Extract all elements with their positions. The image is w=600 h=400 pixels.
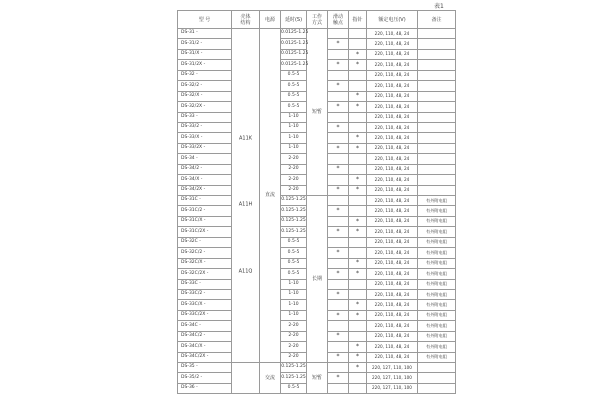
model-cell: DS-32C/X - — [178, 258, 232, 268]
remark-cell — [418, 39, 456, 49]
model-cell: DS-31/2 - — [178, 39, 232, 49]
model-cell: DS-31C/X - — [178, 216, 232, 226]
pointer-cell — [349, 29, 367, 39]
voltage-cell: 220, 110, 48, 24 — [367, 342, 418, 352]
pointer-cell: * — [349, 227, 367, 237]
delay-cell: 0.5-5 — [281, 383, 307, 393]
model-cell: DS-32C - — [178, 237, 232, 247]
voltage-cell: 220, 110, 48, 24 — [367, 154, 418, 164]
voltage-cell: 220, 110, 48, 24 — [367, 102, 418, 112]
voltage-cell: 220, 110, 48, 24 — [367, 49, 418, 59]
delay-cell: 0.5-5 — [281, 102, 307, 112]
pointer-cell: * — [349, 258, 367, 268]
delay-cell: 0.125-1.25 — [281, 227, 307, 237]
delay-cell: 0.5-5 — [281, 81, 307, 91]
delay-cell: 1-10 — [281, 300, 307, 310]
delay-cell: 0.5-5 — [281, 269, 307, 279]
voltage-cell: 220, 110, 48, 24 — [367, 248, 418, 258]
pointer-cell: * — [349, 310, 367, 320]
voltage-cell: 220, 110, 48, 24 — [367, 279, 418, 289]
slide-contact-cell — [328, 112, 349, 122]
model-cell: DS-34/2 - — [178, 164, 232, 174]
voltage-cell: 220, 127, 110, 100 — [367, 373, 418, 383]
pointer-cell — [349, 206, 367, 216]
delay-cell: 1-10 — [281, 112, 307, 122]
power-group-cell: 交流 — [260, 363, 281, 394]
remark-cell — [418, 143, 456, 153]
pointer-cell: * — [349, 133, 367, 143]
shell-structure-group-cell — [232, 363, 260, 394]
model-cell: DS-34C/2X - — [178, 352, 232, 362]
voltage-cell: 220, 110, 48, 24 — [367, 39, 418, 49]
slide-contact-cell — [328, 196, 349, 206]
slide-contact-cell: * — [328, 39, 349, 49]
remark-cell: 有外附电阻 — [418, 321, 456, 331]
pointer-cell: * — [349, 175, 367, 185]
model-cell: DS-31 - — [178, 29, 232, 39]
pointer-cell — [349, 248, 367, 258]
model-cell: DS-33C/2X - — [178, 310, 232, 320]
shell-group-label: A11H — [238, 201, 253, 208]
model-cell: DS-32C/2 - — [178, 248, 232, 258]
model-cell: DS-33 - — [178, 112, 232, 122]
slide-contact-cell: * — [328, 143, 349, 153]
remark-cell — [418, 112, 456, 122]
remark-cell: 有外附电阻 — [418, 206, 456, 216]
model-cell: DS-33/2 - — [178, 122, 232, 132]
pointer-cell — [349, 331, 367, 341]
voltage-cell: 220, 127, 110, 100 — [367, 363, 418, 373]
slide-contact-cell: * — [328, 206, 349, 216]
col-header-shell-structure: 壳体 结构 — [232, 11, 260, 29]
table-title: 表1 — [434, 3, 444, 10]
slide-contact-cell: * — [328, 122, 349, 132]
pointer-cell: * — [349, 49, 367, 59]
col-header-work-mode: 工作 方式 — [307, 11, 328, 29]
work-mode-group-cell: 短暂 — [307, 363, 328, 394]
col-header-voltage: 额定电压(V) — [367, 11, 418, 29]
model-cell: DS-32/X - — [178, 91, 232, 101]
voltage-cell: 220, 110, 48, 24 — [367, 81, 418, 91]
remark-cell — [418, 122, 456, 132]
model-cell: DS-34/X - — [178, 175, 232, 185]
voltage-cell: 220, 110, 48, 24 — [367, 258, 418, 268]
delay-cell: 0.125-1.25 — [281, 206, 307, 216]
pointer-cell: * — [349, 185, 367, 195]
pointer-cell: * — [349, 216, 367, 226]
work-mode-group-cell: 短暂 — [307, 29, 328, 196]
slide-contact-cell — [328, 279, 349, 289]
remark-cell — [418, 81, 456, 91]
slide-contact-cell: * — [328, 248, 349, 258]
slide-contact-cell — [328, 321, 349, 331]
pointer-cell: * — [349, 363, 367, 373]
model-cell: DS-34C - — [178, 321, 232, 331]
delay-cell: 0.5-5 — [281, 258, 307, 268]
slide-contact-cell — [328, 29, 349, 39]
remark-cell — [418, 373, 456, 383]
delay-cell: 0.5-5 — [281, 70, 307, 80]
model-cell: DS-33C - — [178, 279, 232, 289]
remark-cell — [418, 383, 456, 393]
model-cell: DS-35/2 - — [178, 373, 232, 383]
model-cell: DS-32/2X - — [178, 102, 232, 112]
model-cell: DS-36 - — [178, 383, 232, 393]
slide-contact-cell — [328, 383, 349, 393]
slide-contact-cell — [328, 49, 349, 59]
delay-cell: 1-10 — [281, 133, 307, 143]
voltage-cell: 220, 110, 48, 24 — [367, 269, 418, 279]
voltage-cell: 220, 110, 48, 24 — [367, 227, 418, 237]
col-header-delay: 延时(S) — [281, 11, 307, 29]
model-cell: DS-33/2X - — [178, 143, 232, 153]
slide-contact-cell — [328, 342, 349, 352]
delay-cell: 0.5-5 — [281, 237, 307, 247]
shell-group-label: A11Q — [238, 268, 253, 275]
pointer-cell: * — [349, 352, 367, 362]
model-cell: DS-31/2X - — [178, 60, 232, 70]
pointer-cell — [349, 196, 367, 206]
voltage-cell: 220, 110, 48, 24 — [367, 321, 418, 331]
voltage-cell: 220, 110, 48, 24 — [367, 310, 418, 320]
delay-cell: 2-20 — [281, 321, 307, 331]
relay-spec-table — [177, 10, 456, 394]
delay-cell: 2-20 — [281, 185, 307, 195]
col-header-slide-contact: 滑动 触点 — [328, 11, 349, 29]
voltage-cell: 220, 110, 48, 24 — [367, 352, 418, 362]
header-row — [178, 11, 456, 29]
model-cell: DS-33/X - — [178, 133, 232, 143]
remark-cell — [418, 133, 456, 143]
model-cell: DS-32/2 - — [178, 81, 232, 91]
remark-cell — [418, 70, 456, 80]
voltage-cell: 220, 110, 48, 24 — [367, 60, 418, 70]
voltage-cell: 220, 110, 48, 24 — [367, 185, 418, 195]
pointer-cell — [349, 39, 367, 49]
delay-cell: 1-10 — [281, 143, 307, 153]
remark-cell: 有外附电阻 — [418, 227, 456, 237]
voltage-cell: 220, 110, 48, 24 — [367, 206, 418, 216]
pointer-cell — [349, 383, 367, 393]
remark-cell: 有外附电阻 — [418, 258, 456, 268]
remark-cell — [418, 60, 456, 70]
model-cell: DS-31C - — [178, 196, 232, 206]
slide-contact-cell — [328, 175, 349, 185]
table-row — [178, 29, 456, 39]
delay-cell: 0.0125-1.25 — [281, 29, 307, 39]
slide-contact-cell: * — [328, 81, 349, 91]
delay-cell: 0.125-1.25 — [281, 216, 307, 226]
remark-cell — [418, 49, 456, 59]
pointer-cell — [349, 289, 367, 299]
model-cell: DS-34/2X - — [178, 185, 232, 195]
remark-cell: 有外附电阻 — [418, 342, 456, 352]
voltage-cell: 220, 110, 48, 24 — [367, 133, 418, 143]
delay-cell: 0.5-5 — [281, 91, 307, 101]
remark-cell: 有外附电阻 — [418, 196, 456, 206]
pointer-cell — [349, 279, 367, 289]
voltage-cell: 220, 110, 48, 24 — [367, 289, 418, 299]
model-cell: DS-32C/2X - — [178, 269, 232, 279]
slide-contact-cell — [328, 216, 349, 226]
slide-contact-cell: * — [328, 227, 349, 237]
pointer-cell — [349, 373, 367, 383]
voltage-cell: 220, 110, 48, 24 — [367, 216, 418, 226]
slide-contact-cell: * — [328, 102, 349, 112]
slide-contact-cell: * — [328, 352, 349, 362]
remark-cell: 有外附电阻 — [418, 331, 456, 341]
model-cell: DS-33C/2 - — [178, 289, 232, 299]
delay-cell: 2-20 — [281, 164, 307, 174]
model-cell: DS-31/X - — [178, 49, 232, 59]
slide-contact-cell — [328, 258, 349, 268]
delay-cell: 0.5-5 — [281, 248, 307, 258]
slide-contact-cell — [328, 91, 349, 101]
remark-cell — [418, 363, 456, 373]
delay-cell: 0.0125-1.25 — [281, 39, 307, 49]
model-cell: DS-34C/X - — [178, 342, 232, 352]
pointer-cell — [349, 154, 367, 164]
pointer-cell — [349, 321, 367, 331]
shell-structure-group-cell — [232, 29, 260, 363]
remark-cell: 有外附电阻 — [418, 248, 456, 258]
pointer-cell — [349, 164, 367, 174]
remark-cell — [418, 154, 456, 164]
voltage-cell: 220, 110, 48, 24 — [367, 331, 418, 341]
table-row — [178, 363, 456, 373]
slide-contact-cell: * — [328, 373, 349, 383]
slide-contact-cell — [328, 70, 349, 80]
delay-cell: 0.125-1.25 — [281, 196, 307, 206]
work-mode-group-cell: 长期 — [307, 196, 328, 363]
remark-cell: 有外附电阻 — [418, 269, 456, 279]
remark-cell: 有外附电阻 — [418, 352, 456, 362]
voltage-cell: 220, 127, 110, 100 — [367, 383, 418, 393]
pointer-cell: * — [349, 342, 367, 352]
remark-cell: 有外附电阻 — [418, 300, 456, 310]
remark-cell — [418, 29, 456, 39]
pointer-cell — [349, 122, 367, 132]
slide-contact-cell — [328, 154, 349, 164]
model-cell: DS-34C/2 - — [178, 331, 232, 341]
pointer-cell: * — [349, 143, 367, 153]
col-header-pointer: 指针 — [349, 11, 367, 29]
voltage-cell: 220, 110, 48, 24 — [367, 112, 418, 122]
model-cell: DS-33C/X - — [178, 300, 232, 310]
pointer-cell: * — [349, 91, 367, 101]
slide-contact-cell — [328, 237, 349, 247]
slide-contact-cell: * — [328, 185, 349, 195]
model-cell: DS-34 - — [178, 154, 232, 164]
pointer-cell — [349, 70, 367, 80]
slide-contact-cell: * — [328, 331, 349, 341]
delay-cell: 0.0125-1.25 — [281, 60, 307, 70]
model-cell: DS-32 - — [178, 70, 232, 80]
slide-contact-cell: * — [328, 310, 349, 320]
col-header-remark: 备注 — [418, 11, 456, 29]
delay-cell: 1-10 — [281, 289, 307, 299]
remark-cell — [418, 175, 456, 185]
pointer-cell — [349, 112, 367, 122]
voltage-cell: 220, 110, 48, 24 — [367, 143, 418, 153]
delay-cell: 0.125-1.25 — [281, 373, 307, 383]
voltage-cell: 220, 110, 48, 24 — [367, 70, 418, 80]
voltage-cell: 220, 110, 48, 24 — [367, 237, 418, 247]
shell-group-label: A11K — [238, 135, 253, 142]
pointer-cell — [349, 237, 367, 247]
pointer-cell: * — [349, 300, 367, 310]
voltage-cell: 220, 110, 48, 24 — [367, 175, 418, 185]
remark-cell: 有外附电阻 — [418, 289, 456, 299]
delay-cell: 2-20 — [281, 331, 307, 341]
voltage-cell: 220, 110, 48, 24 — [367, 91, 418, 101]
voltage-cell: 220, 110, 48, 24 — [367, 196, 418, 206]
slide-contact-cell — [328, 133, 349, 143]
voltage-cell: 220, 110, 48, 24 — [367, 29, 418, 39]
remark-cell: 有外附电阻 — [418, 237, 456, 247]
table-row — [178, 196, 456, 206]
slide-contact-cell: * — [328, 289, 349, 299]
col-header-power: 电源 — [260, 11, 281, 29]
delay-cell: 1-10 — [281, 310, 307, 320]
slide-contact-cell: * — [328, 269, 349, 279]
delay-cell: 2-20 — [281, 154, 307, 164]
slide-contact-cell: * — [328, 60, 349, 70]
delay-cell: 2-20 — [281, 175, 307, 185]
voltage-cell: 220, 110, 48, 24 — [367, 122, 418, 132]
col-header-model: 型 号 — [178, 11, 232, 29]
delay-cell: 1-10 — [281, 279, 307, 289]
slide-contact-cell: * — [328, 164, 349, 174]
remark-cell — [418, 91, 456, 101]
delay-cell: 0.125-1.25 — [281, 363, 307, 373]
model-cell: DS-31C/2X - — [178, 227, 232, 237]
power-group-cell: 直流 — [260, 29, 281, 363]
delay-cell: 0.0125-1.25 — [281, 49, 307, 59]
remark-cell: 有外附电阻 — [418, 310, 456, 320]
pointer-cell: * — [349, 60, 367, 70]
delay-cell: 1-10 — [281, 122, 307, 132]
voltage-cell: 220, 110, 48, 24 — [367, 164, 418, 174]
remark-cell — [418, 185, 456, 195]
model-cell: DS-31C/2 - — [178, 206, 232, 216]
pointer-cell — [349, 81, 367, 91]
remark-cell — [418, 164, 456, 174]
remark-cell — [418, 102, 456, 112]
remark-cell: 有外附电阻 — [418, 279, 456, 289]
pointer-cell: * — [349, 269, 367, 279]
model-cell: DS-35 - — [178, 363, 232, 373]
delay-cell: 2-20 — [281, 342, 307, 352]
delay-cell: 2-20 — [281, 352, 307, 362]
voltage-cell: 220, 110, 48, 24 — [367, 300, 418, 310]
slide-contact-cell — [328, 363, 349, 373]
remark-cell: 有外附电阻 — [418, 216, 456, 226]
pointer-cell: * — [349, 102, 367, 112]
slide-contact-cell — [328, 300, 349, 310]
